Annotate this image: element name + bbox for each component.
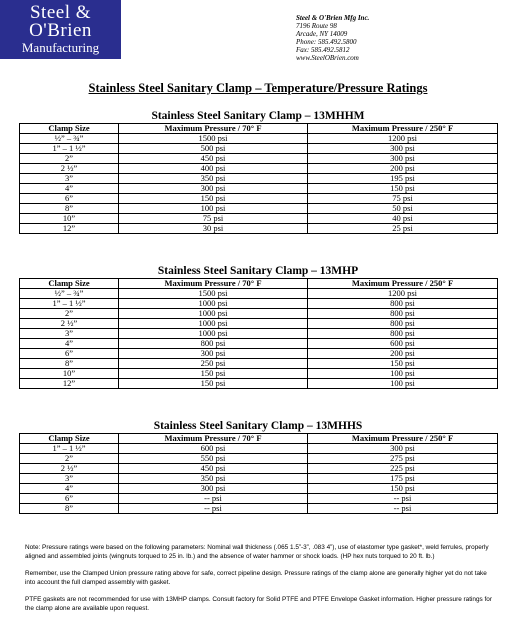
table-row xyxy=(20,309,498,319)
table-row xyxy=(20,369,498,379)
header-max-pressure-70f: Maximum Pressure / 70° F xyxy=(119,279,308,289)
table-row xyxy=(20,184,498,194)
cell-pressure-250f: 200 psi xyxy=(308,164,498,174)
page-title: Stainless Steel Sanitary Clamp – Temperature/Pressure Ratings xyxy=(88,81,428,95)
cell-pressure-250f: 1200 psi xyxy=(308,134,498,144)
table-row xyxy=(20,494,498,504)
cell-pressure-70f: 550 psi xyxy=(119,454,308,464)
cell-clamp-size: 2” xyxy=(20,454,119,464)
cell-clamp-size: 2” xyxy=(20,154,119,164)
section-title: Stainless Steel Sanitary Clamp – 13MHHS xyxy=(153,420,363,432)
cell-pressure-250f: 195 psi xyxy=(308,174,498,184)
address-website: www.SteelOBrien.com xyxy=(296,54,359,62)
cell-clamp-size: 3” xyxy=(20,174,119,184)
header-max-pressure-70f: Maximum Pressure / 70° F xyxy=(119,124,308,134)
cell-pressure-250f: 150 psi xyxy=(308,484,498,494)
section-title: Stainless Steel Sanitary Clamp – 13MHHM xyxy=(151,110,365,122)
table-row xyxy=(20,339,498,349)
address-phone: Phone: 585.492.5800 xyxy=(296,38,357,46)
cell-clamp-size: 10” xyxy=(20,214,119,224)
cell-pressure-250f: 225 psi xyxy=(308,464,498,474)
table-row xyxy=(20,444,498,454)
logo-line-2: O'Brien xyxy=(29,20,92,41)
cell-clamp-size: 8” xyxy=(20,359,119,369)
cell-pressure-250f: 300 psi xyxy=(308,144,498,154)
cell-pressure-70f: 300 psi xyxy=(119,184,308,194)
cell-pressure-250f: 100 psi xyxy=(308,369,498,379)
cell-pressure-70f: 350 psi xyxy=(119,474,308,484)
note-ptfe: PTFE gaskets are not recommended for use with 13MHP clamps. Consult factory for Solid PTFE and PTFE Envelope Gasket information. Higher pressure ratings for the clamp alone are available upon request. xyxy=(25,596,492,612)
table-row xyxy=(20,349,498,359)
cell-pressure-250f: 175 psi xyxy=(308,474,498,484)
cell-clamp-size: 12” xyxy=(20,379,119,389)
cell-pressure-70f: 250 psi xyxy=(119,359,308,369)
table-row xyxy=(20,164,498,174)
cell-pressure-70f: 500 psi xyxy=(119,144,308,154)
table-row xyxy=(20,289,498,299)
company-address xyxy=(296,14,369,62)
table-header-row xyxy=(20,434,498,444)
header-max-pressure-250f: Maximum Pressure / 250° F xyxy=(308,279,498,289)
table-row xyxy=(20,484,498,494)
table-row xyxy=(20,319,498,329)
cell-clamp-size: 6” xyxy=(20,494,119,504)
pressure-table xyxy=(19,123,498,234)
cell-clamp-size: 2 ½” xyxy=(20,464,119,474)
cell-clamp-size: 1” – 1 ½” xyxy=(20,299,119,309)
cell-pressure-250f: -- psi xyxy=(308,504,498,514)
table-row xyxy=(20,299,498,309)
address-fax: Fax: 585.492.5812 xyxy=(296,46,350,54)
header-max-pressure-70f: Maximum Pressure / 70° F xyxy=(119,434,308,444)
cell-pressure-250f: 300 psi xyxy=(308,444,498,454)
cell-pressure-250f: 150 psi xyxy=(308,184,498,194)
cell-pressure-70f: 300 psi xyxy=(119,484,308,494)
table-row xyxy=(20,204,498,214)
cell-clamp-size: 2” xyxy=(20,309,119,319)
cell-pressure-70f: 400 psi xyxy=(119,164,308,174)
table-row xyxy=(20,134,498,144)
header-max-pressure-250f: Maximum Pressure / 250° F xyxy=(308,124,498,134)
table-row xyxy=(20,154,498,164)
table-row xyxy=(20,329,498,339)
pressure-table xyxy=(19,433,498,514)
table-row xyxy=(20,464,498,474)
cell-pressure-250f: 300 psi xyxy=(308,154,498,164)
section-13mhhm xyxy=(19,110,497,234)
cell-clamp-size: 4” xyxy=(20,184,119,194)
cell-pressure-70f: -- psi xyxy=(119,504,308,514)
cell-clamp-size: 6” xyxy=(20,349,119,359)
table-row xyxy=(20,454,498,464)
header-clamp-size: Clamp Size xyxy=(20,434,119,444)
cell-pressure-250f: 600 psi xyxy=(308,339,498,349)
cell-clamp-size: ½” – ¾” xyxy=(20,289,119,299)
notes-block xyxy=(25,543,495,613)
table-row xyxy=(20,194,498,204)
table-row xyxy=(20,474,498,484)
cell-pressure-250f: 25 psi xyxy=(308,224,498,234)
pressure-table xyxy=(19,278,498,389)
cell-pressure-250f: -- psi xyxy=(308,494,498,504)
table-row xyxy=(20,214,498,224)
cell-pressure-70f: 1000 psi xyxy=(119,299,308,309)
address-street: 7196 Route 98 xyxy=(296,22,337,30)
note-clamped-union: Remember, use the Clamped Union pressure rating above for safe, correct pipeline design. Pressure ratings of the clamp alone are generally higher yet do not take into account the full clamped assembly with gasket. xyxy=(25,570,487,586)
company-logo xyxy=(0,0,121,59)
table-row xyxy=(20,174,498,184)
cell-pressure-70f: 1000 psi xyxy=(119,329,308,339)
table-row xyxy=(20,379,498,389)
section-title: Stainless Steel Sanitary Clamp – 13MHP xyxy=(157,265,359,277)
cell-pressure-250f: 200 psi xyxy=(308,349,498,359)
logo-line-3: Manufacturing xyxy=(21,40,100,55)
cell-clamp-size: 8” xyxy=(20,204,119,214)
cell-pressure-70f: 450 psi xyxy=(119,154,308,164)
cell-pressure-70f: 1500 psi xyxy=(119,134,308,144)
cell-pressure-70f: -- psi xyxy=(119,494,308,504)
cell-pressure-70f: 100 psi xyxy=(119,204,308,214)
cell-pressure-70f: 75 psi xyxy=(119,214,308,224)
cell-clamp-size: 1” – 1 ½” xyxy=(20,144,119,154)
cell-clamp-size: 1” – 1 ½” xyxy=(20,444,119,454)
cell-pressure-70f: 600 psi xyxy=(119,444,308,454)
cell-clamp-size: ½” – ¾” xyxy=(20,134,119,144)
table-row xyxy=(20,504,498,514)
cell-clamp-size: 3” xyxy=(20,329,119,339)
table-row xyxy=(20,359,498,369)
cell-pressure-250f: 40 psi xyxy=(308,214,498,224)
note-parameters: Note: Pressure ratings were based on the following parameters: Nominal wall thickness (.065 1.5”-3”, .083 4”), use of elastomer type gasket*, weld ferrules, properly aligned and assembled joints (wingnuts torqued to 25 in. lb.) and the absence of water hammer or shock loads. (HP hex nuts torqued to 20 ft. lb.) xyxy=(25,544,489,560)
header-max-pressure-250f: Maximum Pressure / 250° F xyxy=(308,434,498,444)
cell-pressure-70f: 1000 psi xyxy=(119,309,308,319)
table-header-row xyxy=(20,279,498,289)
cell-clamp-size: 2 ½” xyxy=(20,164,119,174)
cell-pressure-250f: 1200 psi xyxy=(308,289,498,299)
cell-pressure-70f: 450 psi xyxy=(119,464,308,474)
cell-pressure-250f: 800 psi xyxy=(308,299,498,309)
section-13mhhs xyxy=(19,420,497,514)
cell-pressure-250f: 800 psi xyxy=(308,329,498,339)
cell-clamp-size: 12” xyxy=(20,224,119,234)
cell-clamp-size: 2 ½” xyxy=(20,319,119,329)
table-row xyxy=(20,224,498,234)
cell-pressure-70f: 800 psi xyxy=(119,339,308,349)
cell-pressure-250f: 800 psi xyxy=(308,319,498,329)
cell-clamp-size: 8” xyxy=(20,504,119,514)
cell-pressure-250f: 100 psi xyxy=(308,379,498,389)
cell-pressure-250f: 275 psi xyxy=(308,454,498,464)
cell-clamp-size: 3” xyxy=(20,474,119,484)
cell-pressure-250f: 150 psi xyxy=(308,359,498,369)
cell-pressure-250f: 75 psi xyxy=(308,194,498,204)
cell-pressure-70f: 150 psi xyxy=(119,379,308,389)
cell-pressure-70f: 150 psi xyxy=(119,194,308,204)
logo-line-1: Steel & xyxy=(29,2,92,23)
cell-pressure-70f: 150 psi xyxy=(119,369,308,379)
cell-pressure-250f: 50 psi xyxy=(308,204,498,214)
cell-clamp-size: 4” xyxy=(20,484,119,494)
address-city: Arcade, NY 14009 xyxy=(296,30,348,38)
cell-pressure-70f: 300 psi xyxy=(119,349,308,359)
table-header-row xyxy=(20,124,498,134)
cell-pressure-70f: 1500 psi xyxy=(119,289,308,299)
table-row xyxy=(20,144,498,154)
section-13mhp xyxy=(19,265,497,389)
cell-pressure-70f: 1000 psi xyxy=(119,319,308,329)
cell-clamp-size: 4” xyxy=(20,339,119,349)
header-clamp-size: Clamp Size xyxy=(20,124,119,134)
company-name: Steel & O'Brien Mfg Inc. xyxy=(296,14,370,22)
cell-pressure-70f: 30 psi xyxy=(119,224,308,234)
cell-pressure-70f: 350 psi xyxy=(119,174,308,184)
header-clamp-size: Clamp Size xyxy=(20,279,119,289)
cell-clamp-size: 6” xyxy=(20,194,119,204)
cell-pressure-250f: 800 psi xyxy=(308,309,498,319)
cell-clamp-size: 10” xyxy=(20,369,119,379)
